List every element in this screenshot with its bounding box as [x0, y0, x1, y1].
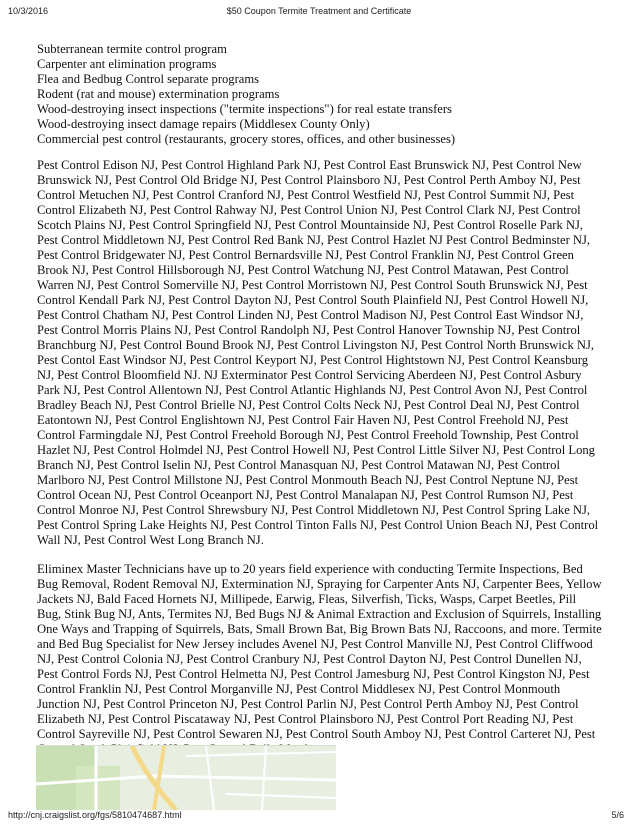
list-item: Wood-destroying insect damage repairs (Middlesex County Only): [37, 117, 370, 131]
page-number: 5/6: [611, 810, 624, 820]
locations-paragraph: Pest Control Edison NJ, Pest Control Highland Park NJ, Pest Control East Brunswick NJ, Pest Control New Brunswick NJ, Pest Control Old Bridge NJ, Pest Control Plainsboro NJ, Pest Control Perth Amboy NJ, Pest Control Metuchen NJ, Pest Control Cranford NJ, Pest Control Westfield NJ, Pest Control Summit NJ, Pest Control Elizabeth NJ, Pest Control Rahway NJ, Pest Control Union NJ, Pest Control Clark NJ, Pest Control Scotch Plains NJ, Pest Control Springfield NJ, Pest Control Mountainside NJ, Pest Control Roselle Park NJ, Pest Control Middletown NJ, Pest Control Red Bank NJ, Pest Control Hazlet NJ Pest Control Bedminster NJ, Pest Control Bridgewater NJ, Pest Control Bernardsville NJ, Pest Control Franklin NJ, Pest Control Green Brook NJ, Pest Control Hillsborough NJ, Pest Control Watchung NJ, Pest Control Matawan, Pest Control Warren NJ, Pest Control Somerville NJ, Pest Control Morristown NJ, Pest Control South Brunswick NJ, Pest Control Kendall Park NJ, Pest Control Dayton NJ, Pest Control South Plainfield NJ, Pest Control Howell NJ, Pest Control Chatham NJ, Pest Control Linden NJ, Pest Control Madison NJ, Pest Control East Windsor NJ, Pest Control Morris Plains NJ, Pest Control Randolph NJ, Pest Control Hanover Township NJ, Pest Control Branchburg NJ, Pest Control Bound Brook NJ, Pest Control Livingston NJ, Pest Control North Brunswick NJ, Pest Contol East Windsor NJ, Pest Control Keyport NJ, Pest Control Hightstown NJ, Pest Control Keansburg NJ, Pest Control Bloomfield NJ. NJ Exterminator Pest Control Servicing Aberdeen NJ, Pest Control Asbury Park NJ, Pest Control Allentown NJ, Pest Control Atlantic Highlands NJ, Pest Control Avon NJ, Pest Control Bradley Beach NJ, Pest Control Brielle NJ, Pest Control Colts Neck NJ, Pest Control Deal NJ, Pest Control Eatontown NJ, Pest Control Englishtown NJ, Pest Control Fair Haven NJ, Pest Control Freehold NJ, Pest Control Farmingdale NJ, Pest Control Freehold Borough NJ, Pest Control Freehold Township, Pest Control Hazlet NJ, Pest Control Holmdel NJ, Pest Control Howell NJ, Pest Control Little Silver NJ, Pest Control Long Branch NJ, Pest Control Iselin NJ, Pest Control Manasquan NJ, Pest Control Matawan NJ, Pest Control Marlboro NJ, Pest Control Millstone NJ, Pest Control Monmouth Beach NJ, Pest Control Neptune NJ, Pest Control Ocean NJ, Pest Control Oceanport NJ, Pest Control Manalapan NJ, Pest Control Rumson NJ, Pest Control Monroe NJ, Pest Control Shrewsbury NJ, Pest Control Middletown NJ, Pest Control Spring Lake NJ, Pest Control Spring Lake Heights NJ, Pest Control Tinton Falls NJ, Pest Control Union Beach NJ, Pest Control Wall NJ, Pest Control West Long Branch NJ.: [37, 158, 599, 547]
list-item: Wood-destroying insect inspections ("termite inspections") for real estate transfers: [37, 102, 452, 116]
list-item: Commercial pest control (restaurants, grocery stores, offices, and other businesses): [37, 132, 456, 146]
map-thumbnail[interactable]: [36, 745, 336, 810]
list-item: Flea and Bedbug Control separate programs: [37, 72, 260, 86]
program-list: [37, 42, 602, 147]
list-item: Rodent (rat and mouse) extermination programs: [37, 87, 280, 101]
print-footer: [0, 810, 638, 822]
print-header: [0, 6, 638, 18]
technicians-paragraph: Eliminex Master Technicians have up to 20 years field experience with conducting Termite Inspections, Bed Bug Removal, Rodent Removal NJ, Extermination NJ, Spraying for Carpenter Ants NJ, Carpenter Bees, Yellow Jackets NJ, Bald Faced Hornets NJ, Millipede, Earwig, Fleas, Silverfish, Ticks, Wasps, Carpet Beetles, Pill Bug, Stink Bug NJ, Ants, Termites NJ, Bed Bugs NJ & Animal Extraction and Exclusion of Squirrels, Installing One Ways and Trapping of Squirrels, Bats, Small Brown Bat, Big Brown Bats NJ, Raccoons, and more. Termite and Bed Bug Specialist for New Jersey includes Avenel NJ, Pest Control Manville NJ, Pest Control Cliffwood NJ, Pest Control Colonia NJ, Pest Control Cranbury NJ, Pest Control Dayton NJ, Pest Control Dunellen NJ, Pest Control Fords NJ, Pest Control Helmetta NJ, Pest Control Jamesburg NJ, Pest Control Kingston NJ, Pest Control Franklin NJ, Pest Control Morganville NJ, Pest Control Middlesex NJ, Pest Control Monmouth Junction NJ, Pest Control Princeton NJ, Pest Control Parlin NJ, Pest Control Perth Amboy NJ, Pest Control Elizabeth NJ, Pest Control Piscataway NJ, Pest Control Plainsboro NJ, Pest Control Port Reading NJ, Pest Control Sayreville NJ, Pest Control Sewaren NJ, Pest Control South Amboy NJ, Pest Control Carteret NJ, Pest: [37, 562, 602, 741]
print-date: 10/3/2016: [8, 6, 49, 16]
map-graphic: [36, 746, 336, 810]
page-title: $50 Coupon Termite Treatment and Certificate: [226, 6, 412, 16]
list-item: Subterranean termite control program: [37, 42, 227, 56]
list-item: Carpenter ant elimination programs: [37, 57, 217, 71]
document-body: [37, 42, 602, 771]
page-url[interactable]: http://cnj.craigslist.org/fgs/5810474687.html: [8, 810, 182, 820]
